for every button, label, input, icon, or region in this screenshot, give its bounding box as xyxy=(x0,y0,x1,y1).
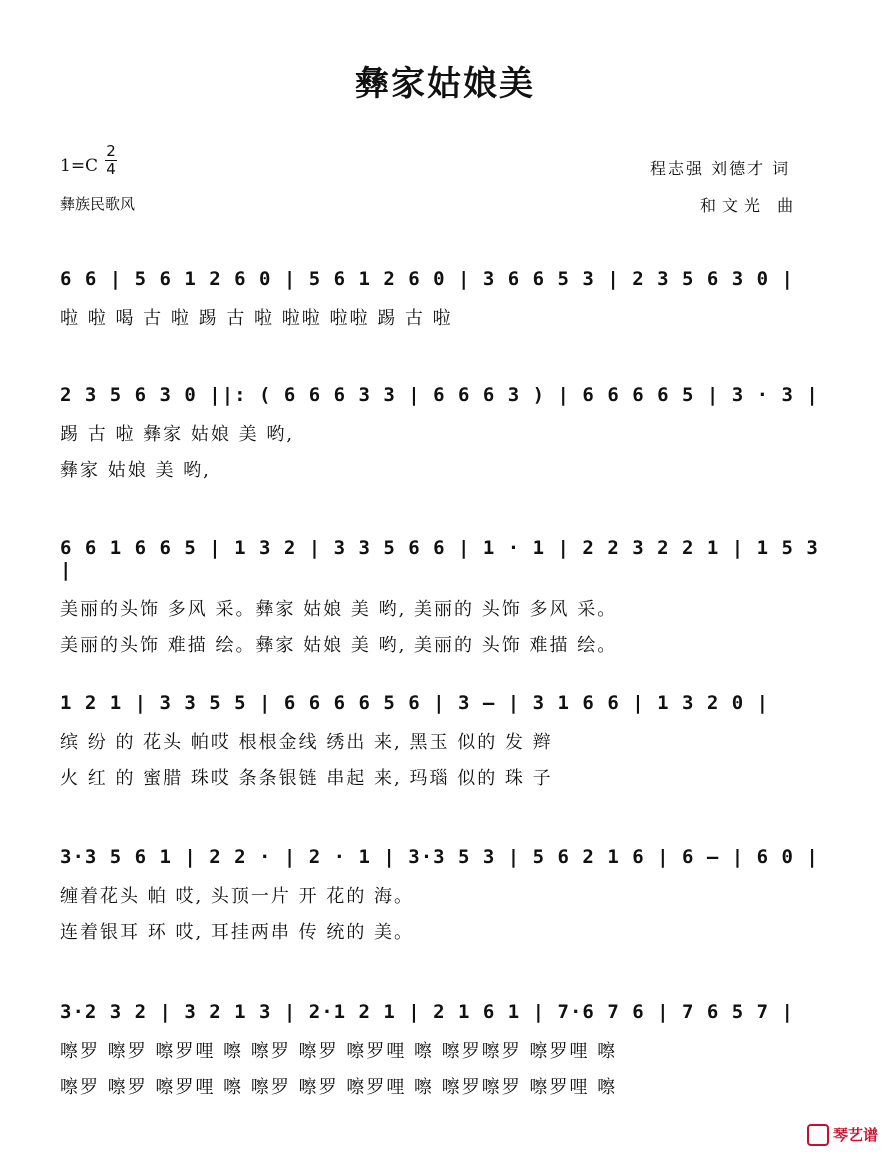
staff-line-1 xyxy=(60,268,840,330)
lyric-row: 嚓罗 嚓罗 嚓罗哩 嚓 嚓罗 嚓罗 嚓罗哩 嚓 嚓罗嚓罗 嚓罗哩 嚓 xyxy=(60,1077,618,1098)
lyric-row: 美丽的头饰 多风 采。彝家 姑娘 美 哟, 美丽的 头饰 多风 采。 xyxy=(60,599,618,620)
lyric-row: 啦 啦 喝 古 啦 踢 古 啦 啦啦 啦啦 踢 古 啦 xyxy=(60,308,453,329)
watermark xyxy=(807,1124,878,1147)
song-title: 彝家姑娘美 xyxy=(355,64,535,104)
lyric-row: 美丽的头饰 难描 绘。彝家 姑娘 美 哟, 美丽的 头饰 难描 绘。 xyxy=(60,635,618,656)
lyric-row: 火 红 的 蜜腊 珠哎 条条银链 串起 来, 玛瑙 似的 珠 子 xyxy=(60,768,553,789)
time-top: 2 xyxy=(106,142,116,160)
staff-line-4 xyxy=(60,692,840,790)
staff-line-3 xyxy=(60,537,840,657)
notation-row: 6 6 | 5 6 1 2 6 0 | 5 6 1 2 6 0 | 3 6 6 5 3 | 2 3 5 6 3 0 | xyxy=(60,268,794,290)
time-bottom: 4 xyxy=(106,160,116,178)
staff-line-5 xyxy=(60,846,840,944)
watermark-text: 琴艺谱 xyxy=(832,1125,878,1144)
lyric-row: 彝家 姑娘 美 哟, xyxy=(60,460,211,481)
watermark-logo-icon xyxy=(807,1124,829,1146)
lyric-row: 嚓罗 嚓罗 嚓罗哩 嚓 嚓罗 嚓罗 嚓罗哩 嚓 嚓罗嚓罗 嚓罗哩 嚓 xyxy=(60,1041,618,1062)
notation-row: 3·3 5 6 1 | 2 2 · | 2 · 1 | 3·3 5 3 | 5 6 2 1 6 | 6 – | 6 0 | xyxy=(60,846,819,868)
notation-row: 3·2 3 2 | 3 2 1 3 | 2·1 2 1 | 2 1 6 1 | 7·6 7 6 | 7 6 5 7 | xyxy=(60,1001,794,1023)
lyric-row: 缤 纷 的 花头 帕哎 根根金线 绣出 来, 黑玉 似的 发 辫 xyxy=(60,732,553,753)
time-signature xyxy=(104,143,118,178)
staff-line-2 xyxy=(60,384,840,482)
composer-credit: 和文光 曲 xyxy=(700,196,800,215)
lyric-row: 踢 古 啦 彝家 姑娘 美 哟, xyxy=(60,424,295,445)
music-style: 彝族民歌风 xyxy=(60,195,136,213)
notation-row: 2 3 5 6 3 0 ||: ( 6 6 6 3 3 | 6 6 6 3 ) | 6 6 6 6 5 | 3 · 3 | xyxy=(60,384,819,406)
staff-line-6 xyxy=(60,1001,840,1099)
lyric-row: 连着银耳 环 哎, 耳挂两串 传 统的 美。 xyxy=(60,922,415,943)
lyric-row: 缠着花头 帕 哎, 头顶一片 开 花的 海。 xyxy=(60,886,415,907)
key-signature: 1=C xyxy=(60,156,99,176)
notation-row: 1 2 1 | 3 3 5 5 | 6 6 6 6 5 6 | 3 – | 3 1 6 6 | 1 3 2 0 | xyxy=(60,692,770,714)
notation-row: 6 6 1 6 6 5 | 1 3 2 | 3 3 5 6 6 | 1 · 1 | 2 2 3 2 2 1 | 1 5 3 | xyxy=(60,537,819,581)
lyricist-credit: 程志强 刘德才 词 xyxy=(650,159,791,178)
